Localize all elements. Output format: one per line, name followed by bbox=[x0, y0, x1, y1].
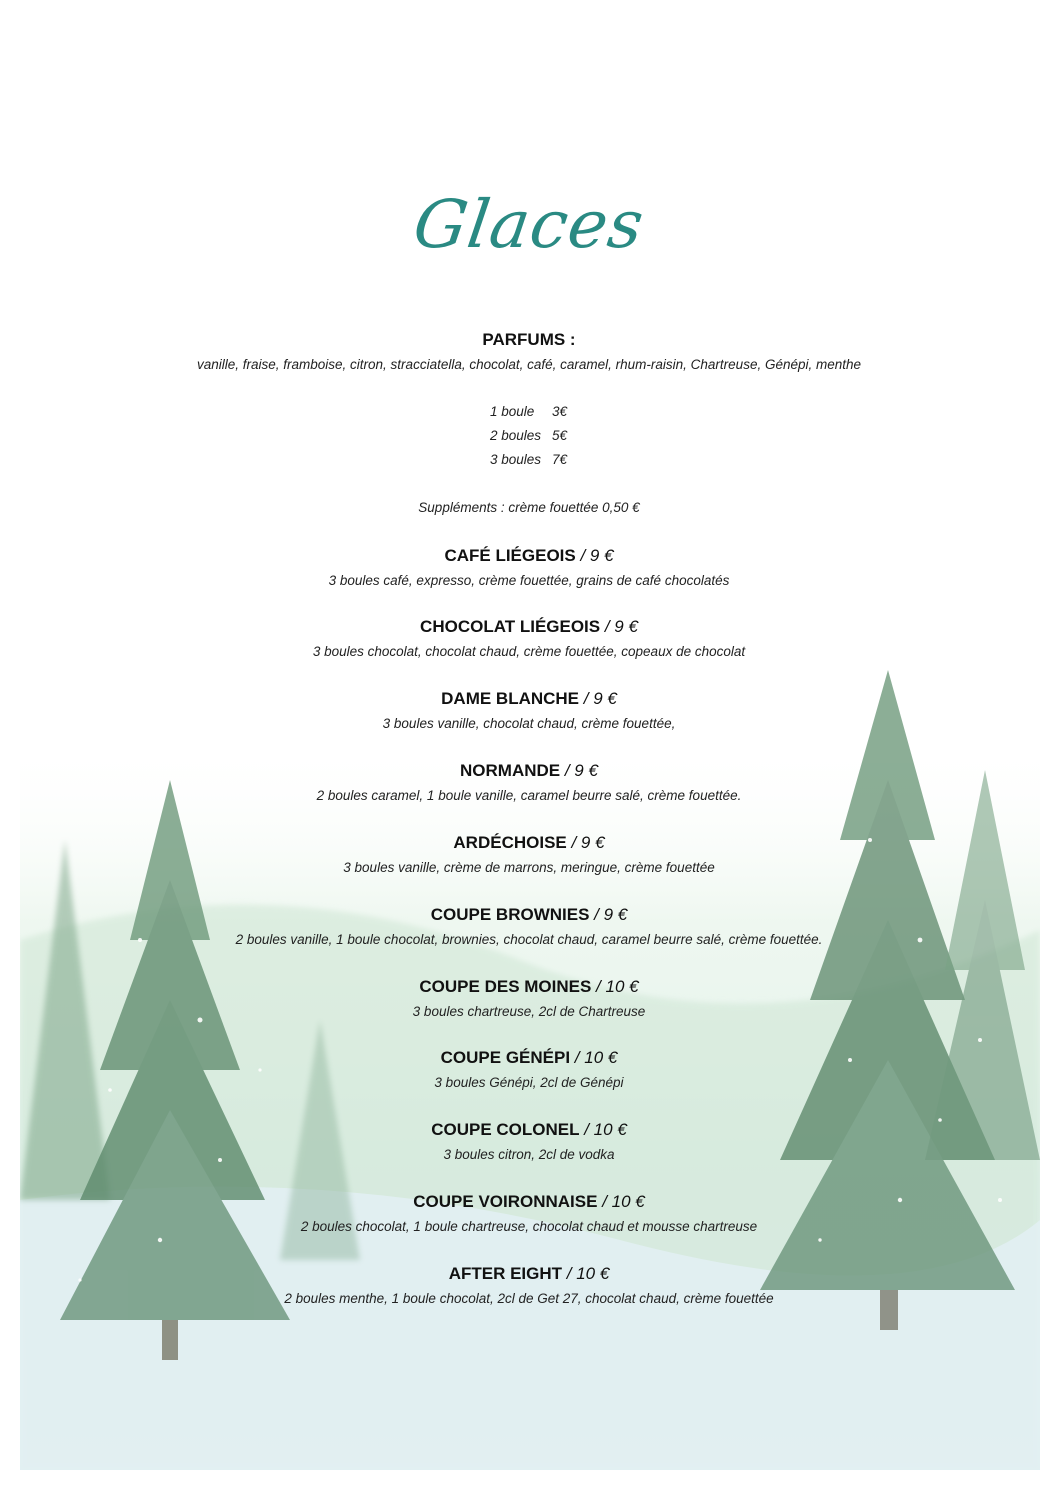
item-price: / 10 € bbox=[597, 1192, 645, 1211]
scoop-row bbox=[490, 404, 610, 428]
item-price: / 9 € bbox=[566, 833, 605, 852]
item-name: DAME BLANCHE bbox=[441, 689, 580, 708]
item-name: COUPE DES MOINES bbox=[419, 977, 592, 996]
scoop-qty: 1 boule bbox=[490, 404, 535, 419]
item-title bbox=[0, 1048, 1058, 1068]
item-price: / 9 € bbox=[575, 546, 614, 565]
item-description: 3 boules citron, 2cl de vodka bbox=[443, 1147, 615, 1162]
item-price: / 10 € bbox=[579, 1120, 627, 1139]
item-price: / 9 € bbox=[589, 905, 628, 924]
item-description: 3 boules Génépi, 2cl de Génépi bbox=[434, 1075, 624, 1090]
item-description: 3 boules vanille, chocolat chaud, crème fouettée, bbox=[382, 716, 676, 731]
item-description: 3 boules café, expresso, crème fouettée, grains de café chocolatés bbox=[328, 573, 730, 588]
item-title bbox=[0, 689, 1058, 709]
item-price: / 10 € bbox=[591, 977, 639, 996]
item-title bbox=[0, 977, 1058, 997]
item-name: CHOCOLAT LIÉGEOIS bbox=[420, 617, 601, 636]
scoop-row bbox=[490, 452, 610, 476]
item-description: 2 boules menthe, 1 boule chocolat, 2cl de Get 27, chocolat chaud, crème fouettée bbox=[284, 1291, 774, 1306]
scoop-row bbox=[490, 428, 610, 452]
item-name: COUPE BROWNIES bbox=[430, 905, 590, 924]
item-name: ARDÉCHOISE bbox=[453, 833, 567, 852]
parfums-list: vanille, fraise, framboise, citron, stracciatella, chocolat, café, caramel, rhum-raisin, Chartreuse, Génépi, menthe bbox=[196, 357, 862, 372]
item-title bbox=[0, 1264, 1058, 1284]
item-name: COUPE GÉNÉPI bbox=[440, 1048, 571, 1067]
item-price: / 10 € bbox=[570, 1048, 618, 1067]
item-description: 2 boules chocolat, 1 boule chartreuse, chocolat chaud et mousse chartreuse bbox=[300, 1219, 758, 1234]
item-description: 2 boules caramel, 1 boule vanille, caramel beurre salé, crème fouettée. bbox=[316, 788, 742, 803]
page-title: Glaces bbox=[409, 186, 649, 263]
scoop-price: 5€ bbox=[552, 428, 568, 443]
item-name: COUPE VOIRONNAISE bbox=[413, 1192, 598, 1211]
item-title bbox=[0, 1120, 1058, 1140]
scoop-price-list bbox=[490, 404, 610, 476]
item-title bbox=[0, 617, 1058, 637]
supplements: Suppléments : crème fouettée 0,50 € bbox=[418, 500, 640, 515]
item-title bbox=[0, 833, 1058, 853]
scoop-price: 3€ bbox=[552, 404, 568, 419]
item-description: 3 boules vanille, crème de marrons, meringue, crème fouettée bbox=[343, 860, 715, 875]
item-price: / 9 € bbox=[600, 617, 638, 636]
item-name: AFTER EIGHT bbox=[448, 1264, 563, 1283]
item-price: / 9 € bbox=[560, 761, 598, 780]
item-title bbox=[0, 546, 1058, 566]
item-description: 3 boules chartreuse, 2cl de Chartreuse bbox=[412, 1004, 646, 1019]
item-name: NORMANDE bbox=[460, 761, 561, 780]
item-title bbox=[0, 761, 1058, 781]
item-name: COUPE COLONEL bbox=[431, 1120, 580, 1139]
item-title bbox=[0, 1192, 1058, 1212]
scoop-qty: 3 boules bbox=[490, 452, 542, 467]
item-description: 2 boules vanille, 1 boule chocolat, brownies, chocolat chaud, caramel beurre salé, crème fouettée. bbox=[235, 932, 823, 947]
parfums-heading: PARFUMS : bbox=[482, 330, 576, 349]
scoop-price: 7€ bbox=[552, 452, 568, 467]
scoop-qty: 2 boules bbox=[490, 428, 542, 443]
item-name: CAFÉ LIÉGEOIS bbox=[444, 546, 576, 565]
item-title bbox=[0, 905, 1058, 925]
item-price: / 9 € bbox=[579, 689, 617, 708]
item-price: / 10 € bbox=[562, 1264, 610, 1283]
item-description: 3 boules chocolat, chocolat chaud, crème fouettée, copeaux de chocolat bbox=[312, 644, 746, 659]
